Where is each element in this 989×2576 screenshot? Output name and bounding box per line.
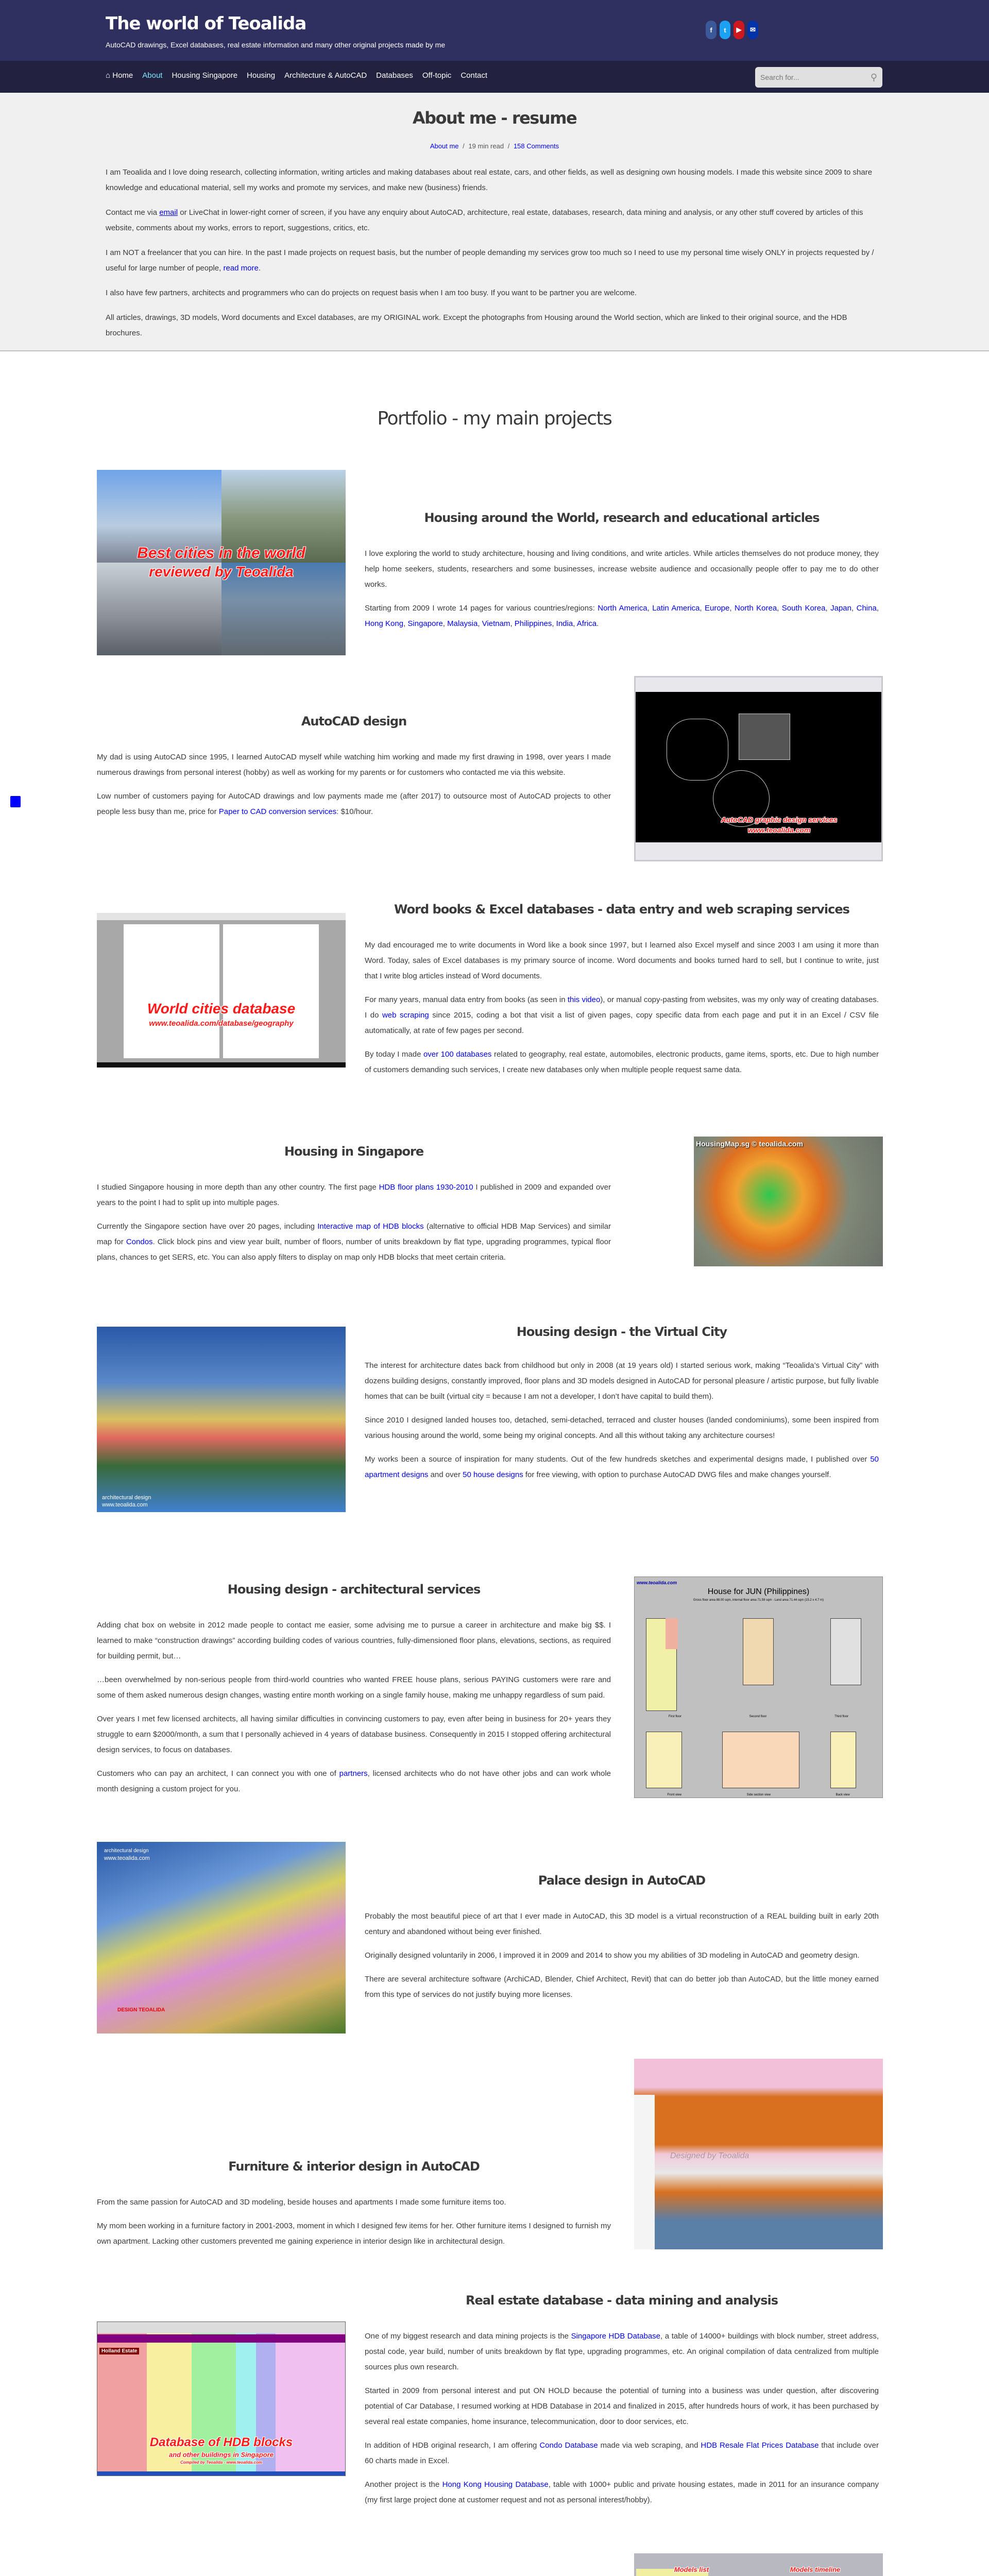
section-text (365, 1873, 879, 2011)
region-link[interactable]: Latin America (652, 604, 700, 613)
section-paragraph: Originally designed voluntarily in 2006, I improved it in 2009 and 2014 to show you my abilities of 3D modeling in AutoCAD and geometry design. (365, 1951, 860, 1960)
section-title: Furniture & interior design in AutoCAD (228, 2159, 480, 2174)
best-cities-image[interactable] (97, 470, 346, 655)
text: (alternative to official HDB Map Services) and similar map for (97, 1222, 611, 1246)
nav-item-architecture-autocad[interactable]: Architecture & AutoCAD (284, 71, 367, 80)
email-icon[interactable]: ✉ (747, 21, 758, 39)
section-real-estate-database (97, 2277, 883, 2514)
text: I published in 2009 and expanded over years to the point I had to split up into multiple pages. (97, 1183, 611, 1207)
region-link[interactable]: Vietnam (482, 619, 510, 628)
image-caption: Third floor (834, 1715, 849, 1718)
separator: , (573, 619, 577, 628)
section-text (365, 1324, 879, 1491)
section-paragraph: Probably the most beautiful piece of art that I ever made in AutoCAD, this 3D model is a virtual reconstruction of a REAL building built in early 20th century and abandoned without being ever finished. (365, 1912, 879, 1936)
region-link[interactable]: Singapore (407, 619, 443, 628)
separator: , (552, 619, 556, 628)
text: since 2015, coding a bot that visit a list of given pages, copy specific data from each page and put it in an Excel / CSV file automatically, at rate of few pages per second. (365, 1011, 879, 1035)
meta-sep: / (507, 142, 510, 150)
section-text (97, 714, 611, 828)
resale-prices-link[interactable]: HDB Resale Flat Prices Database (701, 2441, 819, 2450)
region-link[interactable]: Malaysia (447, 619, 478, 628)
hong-kong-database-link[interactable]: Hong Kong Housing Database (442, 2480, 549, 2489)
read-time: 19 min read (468, 142, 504, 150)
nav-item-about[interactable]: About (142, 71, 163, 80)
image-caption: Holland Estate (99, 2348, 139, 2354)
post-meta (0, 142, 989, 150)
hdb-database-link[interactable]: Singapore HDB Database (571, 2332, 661, 2341)
palace-image[interactable] (97, 1842, 346, 2033)
section-paragraph (365, 1452, 879, 1483)
section-text (97, 1144, 611, 1274)
nav-label: Home (112, 71, 133, 80)
text: By today I made (365, 1050, 423, 1059)
section-text (365, 510, 879, 640)
region-link[interactable]: North America (598, 604, 647, 613)
section-paragraph: Over years I met few licensed architects, all having similar difficulties in convincing customers to pay, even after being in business for 20+ years they struggle to earn $2000/month, a sum that I personally achieved in 4 years of database business. Consequently in 2015 I stopped offering architectural design services, to focus on databases. (97, 1715, 611, 1754)
read-more-link[interactable]: read more (223, 264, 259, 273)
hdb-floor-plans-link[interactable]: HDB floor plans 1930-2010 (379, 1183, 473, 1192)
condo-database-link[interactable]: Condo Database (539, 2441, 598, 2450)
image-caption: House for JUN (Philippines) (707, 1587, 810, 1596)
autocad-screenshot-image[interactable] (634, 676, 883, 861)
home-icon: ⌂ (106, 71, 111, 80)
hdb-map-link[interactable]: Interactive map of HDB blocks (317, 1222, 424, 1231)
separator: , (403, 619, 408, 628)
section-text (365, 902, 879, 1086)
section-paragraph (97, 1766, 611, 1797)
search-box (755, 67, 882, 88)
image-caption: architectural design (104, 1848, 149, 1854)
housing-map-image[interactable] (634, 1137, 883, 1266)
text: Starting from 2009 I wrote 14 pages for various countries/regions: (365, 604, 598, 613)
image-caption: www.teoalida.com (747, 826, 811, 834)
image-caption: www.teoalida.com (102, 1502, 148, 1508)
youtube-icon[interactable]: ▶ (734, 21, 744, 39)
image-caption: Second floor (749, 1715, 767, 1718)
nav-item-off-topic[interactable]: Off-topic (422, 71, 452, 80)
separator: , (510, 619, 515, 628)
about-paragraph (106, 245, 883, 276)
region-link[interactable]: Europe (705, 604, 730, 613)
text: for free viewing, with option to purchase AutoCAD DWG files and make changes yourself. (523, 1470, 831, 1479)
text: ), or manual copy-pasting from websites, was my only way of creating databases. I do (365, 995, 879, 1020)
web-scraping-link[interactable]: web scraping (382, 1011, 429, 1020)
text: Contact me via (106, 208, 160, 217)
text: . Click block pins and view year built, number of floors, number of units breakdown by flat type, upgrading programmes, typical floor plans, chances to get SERS, etc. You can also apply filters to display on map only HDB blocks that meet certain criteria. (97, 1238, 611, 1262)
about-paragraph: I also have few partners, architects and programmers who can do projects on request basis when I am too busy. If you want to be partner you are welcome. (106, 289, 637, 297)
search-input[interactable] (760, 73, 871, 81)
section-paragraph: My dad is using AutoCAD since 1995, I learned AutoCAD myself while watching him working and made my first drawing in 1998, over years I made numerous drawings from personal interest (hobby) as well as working for my parents or for customers who contacted me via this website. (97, 753, 611, 777)
hdb-database-image[interactable] (97, 2321, 346, 2476)
text: In addition of HDB original research, I am offering (365, 2441, 540, 2450)
image-caption: Side section view (746, 1793, 771, 1797)
image-caption: www.teoalida.com/database/geography (149, 1019, 294, 1028)
section-paragraph (365, 992, 879, 1039)
section-housing-world (97, 453, 883, 659)
header-banner (0, 0, 989, 61)
text: My works been a source of inspiration for many students. Out of the few hundreds sketches and experimental designs made, I published over (365, 1455, 871, 1464)
section-virtual-city (97, 1324, 883, 1551)
section-title: Palace design in AutoCAD (538, 1873, 706, 1888)
text: : $10/hour. (336, 807, 373, 816)
text: . (258, 264, 261, 273)
section-paragraph (365, 1047, 879, 1078)
section-car-database (97, 2550, 883, 2576)
region-link[interactable]: South Korea (781, 604, 826, 613)
section-word-excel (97, 886, 883, 1103)
section-title: Housing in Singapore (284, 1144, 424, 1159)
twitter-icon[interactable]: t (720, 21, 730, 39)
section-paragraph (97, 1219, 611, 1265)
site-tagline: AutoCAD drawings, Excel databases, real estate information and many other original projects made by me (106, 41, 446, 49)
image-caption: Best cities in the world (137, 545, 305, 562)
separator: , (876, 604, 879, 613)
section-paragraph: Adding chat box on website in 2012 made people to contact me easier, some advising me to pursue a career in architecture and make big $$. I learned to make “construction drawings” according building codes of various countries, fully-dimensioned floor plans, elevations, sections, as required for building permit, but… (97, 1621, 611, 1660)
section-autocad-design (97, 670, 883, 876)
site-header (0, 0, 989, 93)
section-furniture-design (97, 2056, 883, 2272)
car-database-image[interactable] (634, 2553, 883, 2576)
nav-item-contact[interactable]: Contact (461, 71, 488, 80)
section-text (97, 1582, 611, 1805)
text: , table with 1000+ public and private housing estates, made in 2011 for an insurance company (my first large project done at customer request and not as personal interest/hobby). (365, 2480, 879, 2504)
text: Customers who can pay an architect, I can connect you with one of (97, 1769, 339, 1778)
meta-sep: / (463, 142, 465, 150)
text: Low number of customers paying for AutoCAD drawings and low payments made me (after 2017) to outsource most of AutoCAD projects to other people less busy than me, price for (97, 792, 611, 816)
section-paragraph (365, 2329, 879, 2375)
section-paragraph (365, 2438, 879, 2469)
section-housing-singapore (97, 1113, 883, 1319)
separator: , (647, 604, 653, 613)
page-title: About me - resume (412, 108, 577, 128)
section-text (97, 2159, 611, 2258)
nav-item-housing[interactable]: Housing (247, 71, 276, 80)
nav-item-housing-singapore[interactable]: Housing Singapore (172, 71, 238, 80)
section-paragraph: Since 2010 I designed landed houses too, detached, semi-detached, terraced and cluster houses (landed condominiums), some been inspired from various housing around the world, some being my original concepts. And all this without taking any architecture courses! (365, 1416, 879, 1440)
text: , a table of 14000+ buildings with block number, street address, postal code, year build, number of units breakdown by flat type, upgrading programmes, etc. An original compilation of data centralized from multiple sources plus own research. (365, 2332, 879, 2371)
separator: , (700, 604, 705, 613)
text: or LiveChat in lower-right corner of screen, if you have any enquiry about AutoCAD, architecture, real estate, databases, research, data mining and analysis, or any other stuff covered by articles of this website, comments about my works, errors to report, suggestions, critics, etc. (106, 208, 863, 232)
about-paragraph (106, 205, 883, 236)
section-paragraph: I love exploring the world to study architecture, housing and living conditions, and write articles. While articles themselves do not produce money, they help home seekers, students, researchers and some businesses, increase website audience and occasionally people offer to pay me to do other works. (365, 549, 879, 589)
this-video-link[interactable]: this video (567, 995, 601, 1004)
section-title: Housing design - architectural services (227, 1582, 481, 1597)
facebook-icon[interactable]: f (706, 21, 717, 39)
about-paragraph: I am Teoalida and I love doing research, collecting information, writing articles and making databases about real estate, cars, and other fields, as well as designing own housing models. I made this website since 2009 to share knowledge and educational material, sell my works and promote my services, and make new (business) friends. (106, 168, 873, 192)
image-caption: Back view (835, 1793, 850, 1797)
image-caption: Models timeline (790, 2566, 841, 2573)
section-title: Housing design - the Virtual City (516, 1325, 727, 1339)
section-paragraph: Started in 2009 from personal interest and put ON HOLD because the potential of turning into a business was under question, after discovering potential of Car Database, I resumed working at HDB Database in 2014 and finalized in 2015, after hundreds hours of work, it has been purchased by several real estate companies, home insurance, telecommunication, door to door services, etc. (365, 2386, 879, 2426)
section-paragraph: My dad encouraged me to write documents in Word like a book since 1997, but I learned also Excel myself and since 2003 I am using it more than Word. Today, sales of Excel databases is my primary source of income. Word documents and books turned hard to sell, but I continue to write, just that I write blog articles instead of Word documents. (365, 941, 879, 980)
text: made via web scraping, and (598, 2441, 701, 2450)
section-paragraph: There are several architecture software (ArchiCAD, Blender, Chief Architect, Revit) that can do better job than AutoCAD, but the little money earned from this type of services do not justify buying more licenses. (365, 1975, 879, 1999)
about-section (0, 93, 989, 351)
section-paragraph (97, 789, 611, 820)
section-paragraph (97, 1180, 611, 1211)
separator: , (777, 604, 782, 613)
region-link[interactable]: Philippines (514, 619, 552, 628)
region-link[interactable]: North Korea (735, 604, 777, 613)
kitchen-image[interactable] (634, 2059, 883, 2249)
portfolio-title: Portfolio - my main projects (377, 408, 612, 429)
nav-item-home[interactable] (106, 71, 133, 80)
text: related to geography, real estate, automobiles, electronic products, game items, sports, etc. Due to high number of customers demanding such services, I create new databases only when multiple people request same data. (365, 1050, 879, 1074)
section-architectural-services (97, 1566, 883, 1808)
image-caption: Front view (667, 1793, 681, 1797)
section-paragraph (365, 2477, 879, 2508)
image-caption: and other buildings in Singapore (169, 2451, 274, 2459)
text: Currently the Singapore section have over 20 pages, including (97, 1222, 318, 1231)
section-title: AutoCAD design (301, 714, 407, 728)
section-palace-design (97, 1839, 883, 2035)
site-title[interactable]: The world of Teoalida (106, 13, 306, 34)
region-link[interactable]: Africa (576, 619, 597, 628)
house-plan-image[interactable] (634, 1577, 883, 1798)
email-link[interactable]: email (159, 208, 178, 217)
section-title: Housing around the World, research and educational articles (424, 511, 820, 525)
databases-link[interactable]: over 100 databases (423, 1050, 492, 1059)
text: I studied Singapore housing in more depth than any other country. The first page (97, 1183, 379, 1192)
region-link[interactable]: Japan (830, 604, 851, 613)
search-icon[interactable]: ⚲ (870, 72, 877, 82)
partners-link[interactable]: partners (339, 1769, 368, 1778)
region-link[interactable]: Hong Kong (365, 619, 404, 628)
image-caption: AutoCAD graphic design services (721, 816, 838, 824)
image-caption: www.teoalida.com (637, 1580, 677, 1585)
section-title: Real estate database - data mining and analysis (465, 2293, 778, 2308)
text: and over (428, 1470, 463, 1479)
image-caption: www.teoalida.com (104, 1855, 150, 1861)
separator: , (729, 604, 735, 613)
section-paragraph: The interest for architecture dates back from childhood but only in 2008 (at 19 years old) I started serious work, making “Teoalida’s Virtual City” with dozens building designs, constantly improved, floor plans and 3D models designed in AutoCAD for personal pleasure / artistic purpose, but fully livable homes that can be built (virtual city = because I am not a developer, I don’t have capital to build them). (365, 1361, 879, 1401)
text: . (596, 619, 599, 628)
social-links (706, 21, 758, 39)
section-title: Word books & Excel databases - data entry and web scraping services (394, 902, 849, 917)
main-nav (0, 61, 989, 93)
about-text (106, 165, 883, 350)
separator: , (851, 604, 857, 613)
text: Another project is the (365, 2480, 442, 2489)
image-caption: World cities database (147, 1001, 296, 1016)
world-cities-database-image[interactable] (97, 913, 346, 1067)
text: that include over 60 charts made in Excel. (365, 2441, 879, 2465)
image-caption: DESIGN TEOALIDA (117, 2007, 165, 2013)
section-paragraph (365, 601, 879, 632)
virtual-city-image[interactable] (97, 1327, 346, 1512)
house-designs-link[interactable]: 50 house designs (463, 1470, 523, 1479)
condos-link[interactable]: Condos (126, 1238, 153, 1246)
comments-link[interactable]: 158 Comments (513, 142, 559, 150)
region-link[interactable]: India (556, 619, 573, 628)
image-caption: Models list (674, 2566, 709, 2573)
text: I am NOT a freelancer that you can hire. In the past I made projects on request basis, but the number of people demanding my services grow too much so I need to use my personal time wisely ONLY in projects requested by / useful for large number of people, (106, 248, 874, 273)
about-paragraph: All articles, drawings, 3D models, Word documents and Excel databases, are my ORIGINAL work. Except the photographs from Housing around the World section, which are linked to their original source, and the HDB brochures. (106, 313, 847, 337)
region-link[interactable]: China (856, 604, 877, 613)
section-text (365, 2293, 879, 2516)
side-widget-button[interactable] (10, 796, 21, 807)
text: , licensed architects who do not have other jobs and can work whole month designing a custom project for you. (97, 1769, 611, 1793)
apartment-designs-link[interactable]: 50 apartment designs (365, 1455, 879, 1479)
section-paragraph: From the same passion for AutoCAD and 3D modeling, beside houses and apartments I made some furniture items too. (97, 2198, 506, 2207)
separator: , (825, 604, 831, 613)
image-caption: First floor (668, 1715, 681, 1718)
section-paragraph: …been overwhelmed by non-serious people from third-world countries who wanted FREE house plans, serious PAYING customers were rare and some of them asked numerous design changes, wasting entire month working on a single family house, making me unhappy regardless of sum paid. (97, 1675, 611, 1700)
image-caption: Gross floor area 88.00 sqm, internal floor area 71.59 sqm - Land area 71.44 sqm (15.2 x 4.7 m) (693, 1599, 824, 1602)
image-caption: HousingMap.sg © teoalida.com (696, 1140, 803, 1148)
separator: , (478, 619, 482, 628)
category-link[interactable]: About me (430, 142, 459, 150)
image-caption: architectural design (102, 1495, 151, 1501)
image-caption: reviewed by Teoalida (149, 564, 294, 580)
image-caption: Designed by Teoalida (670, 2151, 749, 2160)
text: One of my biggest research and data mining projects is the (365, 2332, 571, 2341)
separator: , (442, 619, 448, 628)
text: For many years, manual data entry from books (as seen in (365, 995, 568, 1004)
paper-to-cad-link[interactable]: Paper to CAD conversion services (218, 807, 337, 816)
image-caption: Database of HDB blocks (149, 2435, 293, 2449)
image-caption: Compiled by Teoalida - www.teoalida.com (180, 2460, 262, 2465)
section-paragraph: My mom been working in a furniture factory in 2001-2003, moment in which I designed few items for her. Other furniture items I designed to furnish my own apartment. Lacking other customers prevented me gaining experience in interior design like in architectural design. (97, 2222, 611, 2246)
nav-item-databases[interactable]: Databases (376, 71, 413, 80)
